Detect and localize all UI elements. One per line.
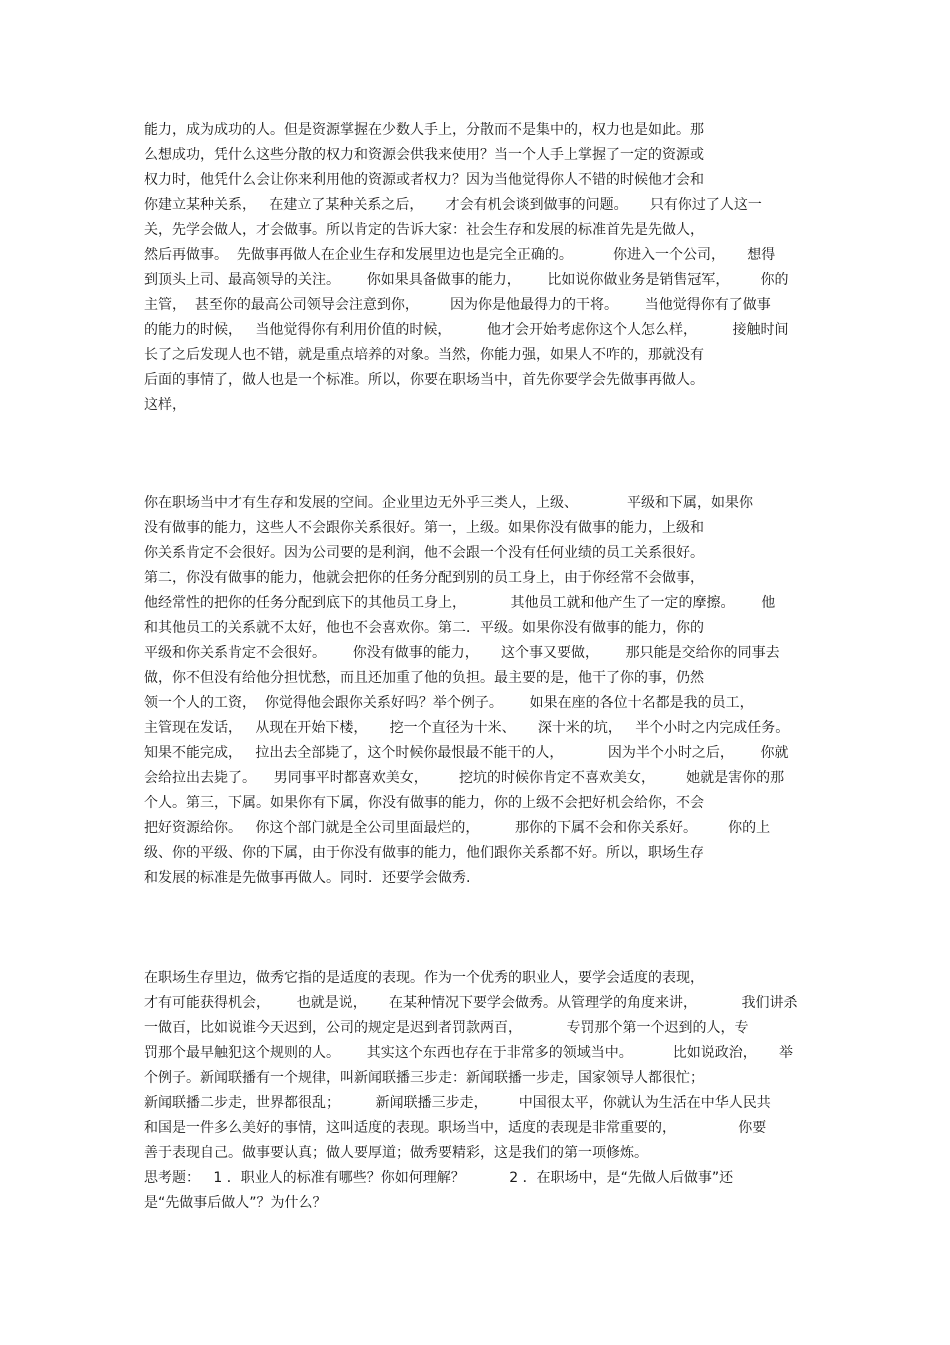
text-line: 新闻联播二步走，世界都很乱； 新闻联播三步走， 中国很太平，你就认为生活在中华人民共 <box>144 1095 771 1111</box>
text-line: 你建立某种关系， 在建立了某种关系之后， 才会有机会谈到做事的问题。 只有你过了人这一 <box>144 197 762 213</box>
text-line: 能力，成为成功的人。但是资源掌握在少数人手上，分散而不是集中的，权力也是如此。那 <box>144 122 704 138</box>
text-line: 领一个人的工资， 你觉得他会跟你关系好吗？举个例子。 如果在座的各位十名都是我的员工， <box>144 695 754 711</box>
paragraph-3 <box>144 966 814 1216</box>
text-line: 做，你不但没有给他分担忧愁，而且还加重了他的负担。最主要的是，他干了你的事，仍然 <box>144 670 704 686</box>
text-line: 然后再做事。 先做事再做人在企业生存和发展里边也是完全正确的。 你进入一个公司， 想得 <box>144 247 776 263</box>
text-line: 在职场生存里边，做秀它指的是适度的表现。作为一个优秀的职业人，要学会适度的表现， <box>144 970 704 986</box>
text-line: 关，先学会做人，才会做事。所以肯定的告诉大家：社会生存和发展的标准首先是先做人， <box>144 222 704 238</box>
text-line: 和其他员工的关系就不太好，他也不会喜欢你。第二．平级。如果你没有做事的能力，你的 <box>144 620 704 636</box>
text-line: 级、你的平级、你的下属，由于你没有做事的能力，他们跟你关系都不好。所以，职场生存 <box>144 845 704 861</box>
text-line: 是“先做事后做人”？为什么？ <box>144 1195 327 1211</box>
paragraph-1 <box>144 118 814 418</box>
text-line: 后面的事情了，做人也是一个标准。所以，你要在职场当中，首先你要学会先做事再做人。 <box>144 372 704 388</box>
text-line: 知果不能完成， 拉出去全部毙了，这个时候你最恨最不能干的人， 因为半个小时之后， 你就 <box>144 745 789 761</box>
text-line: 才有可能获得机会， 也就是说， 在某种情况下要学会做秀。从管理学的角度来讲， 我们讲杀 <box>144 995 798 1011</box>
text-line: 的能力的时候， 当他觉得你有利用价值的时候， 他才会开始考虑你这个人怎么样， 接触时间 <box>144 322 789 338</box>
text-line: 没有做事的能力，这些人不会跟你关系很好。第一，上级。如果你没有做事的能力，上级和 <box>144 520 704 536</box>
text-line: 这样， <box>144 397 186 413</box>
text-line: 第二，你没有做事的能力，他就会把你的任务分配到别的员工身上，由于你经常不会做事， <box>144 570 704 586</box>
text-line: 平级和你关系肯定不会很好。 你没有做事的能力， 这个事又要做， 那只能是交给你的同事去 <box>144 645 780 661</box>
text-line: 权力时，他凭什么会让你来利用他的资源或者权力？因为当他觉得你人不错的时候他才会和 <box>144 172 704 188</box>
text-line: 他经常性的把你的任务分配到底下的其他员工身上， 其他员工就和他产生了一定的摩擦。 他 <box>144 595 776 611</box>
text-line: 和发展的标准是先做事再做人。同时．还要学会做秀. <box>144 870 471 886</box>
text-line: 把好资源给你。 你这个部门就是全公司里面最烂的， 那你的下属不会和你关系好。 你的上 <box>144 820 771 836</box>
text-line: 个例子。新闻联播有一个规律，叫新闻联播三步走：新闻联播一步走，国家领导人都很忙； <box>144 1070 704 1086</box>
text-line: 到顶头上司、最高领导的关注。 你如果具备做事的能力， 比如说你做业务是销售冠军， 你的 <box>144 272 789 288</box>
paragraph-2 <box>144 491 814 891</box>
text-line: 会给拉出去毙了。 男同事平时都喜欢美女， 挖坑的时候你肯定不喜欢美女， 她就是害你的那 <box>144 770 785 786</box>
text-line: 主管现在发话， 从现在开始下楼， 挖一个直径为十米、 深十米的坑， 半个小时之内完成任务。 <box>144 720 790 736</box>
text-line: 你在职场当中才有生存和发展的空间。企业里边无外乎三类人，上级、 平级和下属，如果你 <box>144 495 753 511</box>
text-line: 长了之后发现人也不错，就是重点培养的对象。当然，你能力强，如果人不咋的，那就没有 <box>144 347 704 363</box>
text-line: 一做百，比如说谁今天迟到，公司的规定是迟到者罚款两百， 专罚那个第一个迟到的人，专 <box>144 1020 749 1036</box>
text-line: 个人。第三，下属。如果你有下属，你没有做事的能力，你的上级不会把好机会给你，不会 <box>144 795 704 811</box>
text-line: 罚那个最早触犯这个规则的人。 其实这个东西也存在于非常多的领域当中。 比如说政治， 举 <box>144 1045 794 1061</box>
text-line: 么想成功，凭什么这些分散的权力和资源会供我来使用？当一个人手上掌握了一定的资源或 <box>144 147 704 163</box>
text-line: 你关系肯定不会很好。因为公司要的是利润，他不会跟一个没有任何业绩的员工关系很好。 <box>144 545 704 561</box>
text-line: 主管， 甚至你的最高公司领导会注意到你， 因为你是他最得力的干将。 当他觉得你有了做事 <box>144 297 771 313</box>
text-line: 善于表现自己。做事要认真；做人要厚道；做秀要精彩，这是我们的第一项修炼。 <box>144 1145 648 1161</box>
text-line: 和国是一件多么美好的事情，这叫适度的表现。职场当中，适度的表现是非常重要的， 你要 <box>144 1120 767 1136</box>
text-line: 思考题： 1 ．职业人的标准有哪些？你如何理解？ 2 ．在职场中，是“先做人后做事”还 <box>144 1170 734 1186</box>
